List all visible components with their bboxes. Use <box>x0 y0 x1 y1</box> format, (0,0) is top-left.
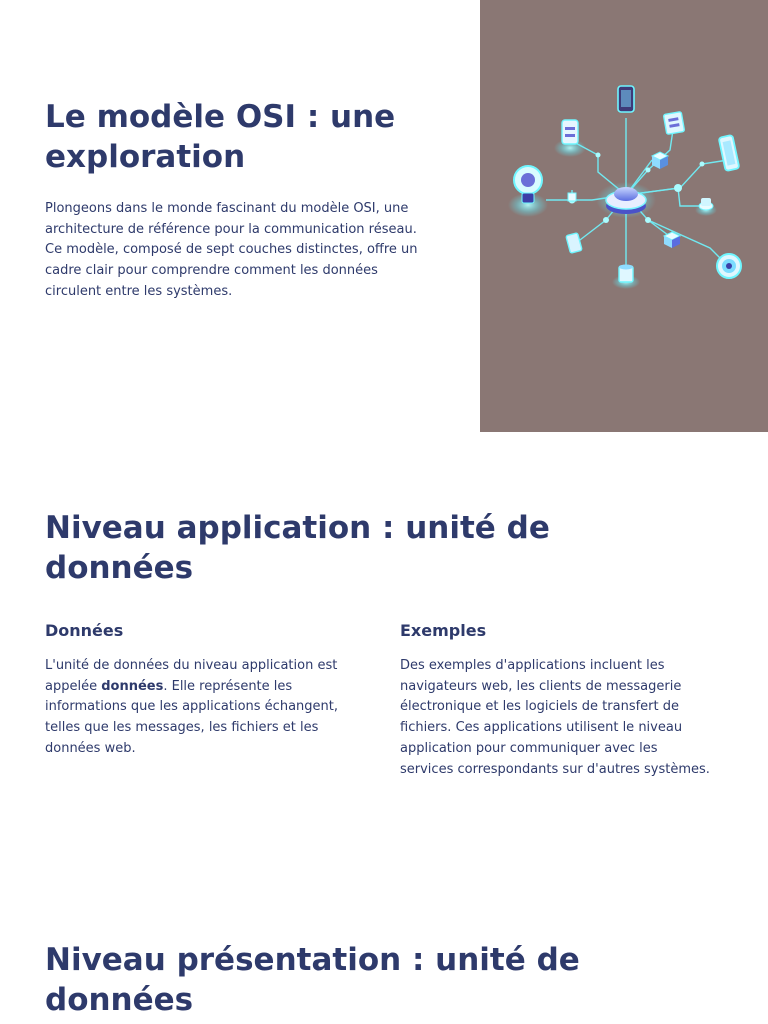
donnees-text <box>45 656 377 760</box>
phone-icon <box>566 233 582 253</box>
server-icon-small <box>568 193 576 201</box>
donnees-text-part2: . Elle représente les informations que les applications échangent, telles que les messages, les fichiers et les données web. <box>45 678 338 756</box>
smartphone-icon <box>719 135 740 171</box>
robot-icon <box>695 198 717 216</box>
cube-icon <box>652 152 668 169</box>
hero-title: Le modèle OSI : une exploration <box>45 99 396 175</box>
hero-intro-text: Plongeons dans le monde fascinant du modèle OSI, une architecture de référence pour la communication réseau. Ce modèle, composé de sept couches distinctes, offre un cadre clair pour comprendre comment les données circulent entre les systèmes. <box>45 201 418 299</box>
database-icon <box>612 265 640 290</box>
donnees-text-bold: données <box>101 678 164 694</box>
monitor-icon <box>663 112 684 135</box>
donnees-heading: Données <box>45 621 124 640</box>
network-diagram-graphic <box>480 0 768 432</box>
watch-icon <box>717 254 741 278</box>
exemples-text: Des exemples d'applications incluent les navigateurs web, les clients de messagerie électronique et les logiciels de transfert de fichiers. Ces applications utilisent le niveau application pour communiquer avec les services correspondants sur d'autres systèmes. <box>400 658 710 777</box>
tablet-icon <box>618 86 634 112</box>
server-icon <box>554 120 586 157</box>
section-title-application: Niveau application : unité de données <box>45 510 550 586</box>
lightbulb-icon <box>508 166 548 217</box>
hero-network-illustration <box>480 0 768 432</box>
section-title-presentation: Niveau présentation : unité de données <box>45 942 580 1018</box>
exemples-heading: Exemples <box>400 621 487 640</box>
box-icon <box>664 232 680 248</box>
donnees-text-part1: L'unité de données du niveau application est appelée <box>45 658 338 694</box>
